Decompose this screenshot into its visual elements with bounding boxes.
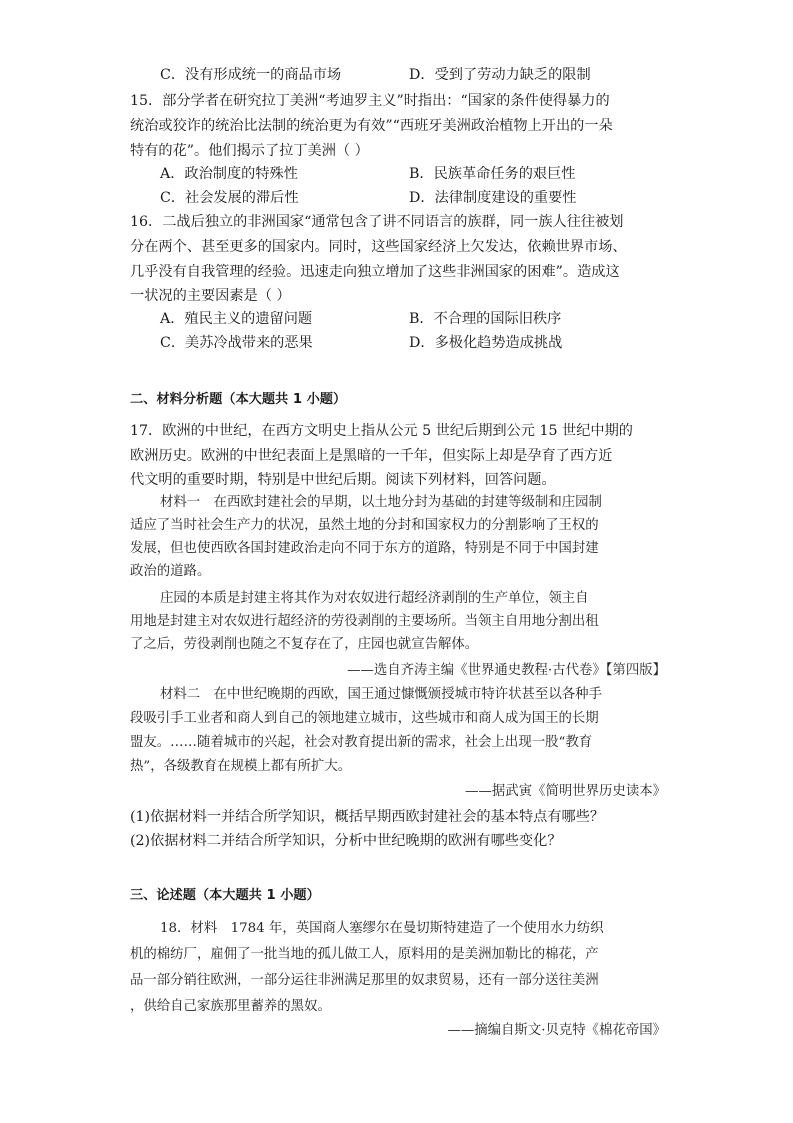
q16-option-d: D．多极化趋势造成挑战 (409, 335, 563, 351)
q17-material1-line-6: 用地是封建主对农奴进行超经济的劳役剥削的主要场所。当领主自用地分割出租 (130, 614, 599, 629)
q18-material-line-2: 机的棉纺厂，雇佣了一批当地的孤儿做工人，原料用的是美洲加勒比的棉花，产 (130, 947, 599, 962)
q15-stem-line-3: 特有的花”。他们揭示了拉丁美洲（ ） (130, 143, 369, 159)
q16-option-a: A．殖民主义的遗留问题 (160, 311, 313, 327)
q17-material1-line-5: 庄园的本质是封建主将其作为对农奴进行超经济剥削的生产单位，领主自 (160, 591, 589, 606)
q15-option-d: D．法律制度建设的重要性 (409, 190, 577, 206)
q17-material1-line-7: 了之后，劳役剥削也随之不复存在了，庄园也就宣告解体。 (130, 637, 479, 652)
q15-option-b: B．民族革命任务的艰巨性 (409, 166, 576, 182)
q16-stem-line-2: 分在两个、甚至更多的国家内。同时，这些国家经济上欠发达，依赖世界市场、 (130, 239, 627, 255)
q14-option-c: C．没有形成统一的商品市场 (160, 67, 342, 83)
q16-stem-line-1: 16．二战后独立的非洲国家“通常包含了讲不同语言的族群，同一族人往往被划 (130, 214, 624, 230)
q17-subquestion-1: (1)依据材料一并结合所学知识，概括早期西欧封建社会的基本特点有哪些？ (130, 809, 605, 825)
q16-option-c: C．美苏冷战带来的恶果 (160, 335, 313, 351)
q17-source-1: ——选自齐涛主编《世界通史教程·古代卷》【第四版】 (347, 663, 666, 678)
q17-material2-line-1: 材料二 在中世纪晚期的西欧，国王通过慷慨颁授城市特许状甚至以各种手 (160, 687, 602, 702)
q16-stem-line-3: 几乎没有自我管理的经验。迅速走向独立增加了这些非洲国家的困难”。造成这 (130, 264, 620, 280)
q18-material-line-3: 品一部分销往欧洲，一部分运往非洲满足那里的奴隶贸易，还有一部分送往美洲 (130, 973, 599, 988)
q17-material2-line-2: 段吸引手工业者和商人到自己的领地建立城市，这些城市和商人成为国王的长期 (130, 711, 599, 726)
q17-source-2: ——据武寅《简明世界历史读本》 (465, 784, 666, 799)
q17-stem-line-1: 17．欧洲的中世纪，在西方文明史上指从公元 5 世纪后期到公元 15 世纪中期的 (130, 423, 633, 439)
section-title-essay: 三、论述题（本大题共 1 小题） (130, 888, 320, 903)
section-title-material-analysis: 二、材料分析题（本大题共 1 小题） (130, 392, 347, 407)
q18-source: ——摘编自斯文·贝克特《棉花帝国》 (447, 1023, 666, 1038)
q17-material1-line-4: 政治的道路。 (130, 564, 211, 579)
q17-material2-line-3: 盟友。……随着城市的兴起，社会对教育提出新的需求，社会上出现一股“教育 (130, 735, 593, 750)
q15-stem-line-1: 15．部分学者在研究拉丁美洲“考迪罗主义”时指出：“国家的条件使得暴力的 (130, 93, 610, 109)
q17-material1-line-3: 发展，但也使西欧各国封建政治走向不同于东方的道路，特别是不同于中国封建 (130, 541, 599, 556)
q15-stem-line-2: 统治或狡诈的统治比法制的统治更为有效”“西班牙美洲政治植物上开出的一朵 (130, 118, 613, 134)
q15-option-a: A．政治制度的特殊性 (160, 166, 298, 182)
q17-material2-line-4: 热”，各级教育在规模上都有所扩大。 (130, 759, 352, 774)
q18-material-line-4: ，供给自己家族那里蓄养的黑奴。 (130, 999, 331, 1014)
q17-stem-line-3: 代文明的重要时期，特别是中世纪后期。阅读下列材料，回答问题。 (130, 472, 556, 488)
q17-subquestion-2: (2)依据材料二并结合所学知识，分析中世纪晚期的欧洲有哪些变化？ (130, 833, 562, 849)
q17-material1-line-2: 适应了当时社会生产力的状况，虽然土地的分封和国家权力的分割影响了王权的 (130, 518, 599, 533)
q16-stem-line-4: 一状况的主要因素是（ ） (130, 288, 291, 304)
q16-option-b: B．不合理的国际旧秩序 (409, 311, 562, 327)
q17-material1-line-1: 材料一 在西欧封建社会的早期，以土地分封为基础的封建等级制和庄园制 (160, 495, 602, 510)
q17-stem-line-2: 欧洲历史。欧洲的中世纪表面上是黑暗的一千年，但实际上却是孕育了西方近 (130, 448, 613, 464)
q14-option-d: D．受到了劳动力缺乏的限制 (409, 67, 591, 83)
q18-material-line-1: 18．材料 1784 年，英国商人塞缪尔在曼切斯特建造了一个使用水力纺织 (160, 921, 604, 936)
q15-option-c: C．社会发展的滞后性 (160, 190, 299, 206)
